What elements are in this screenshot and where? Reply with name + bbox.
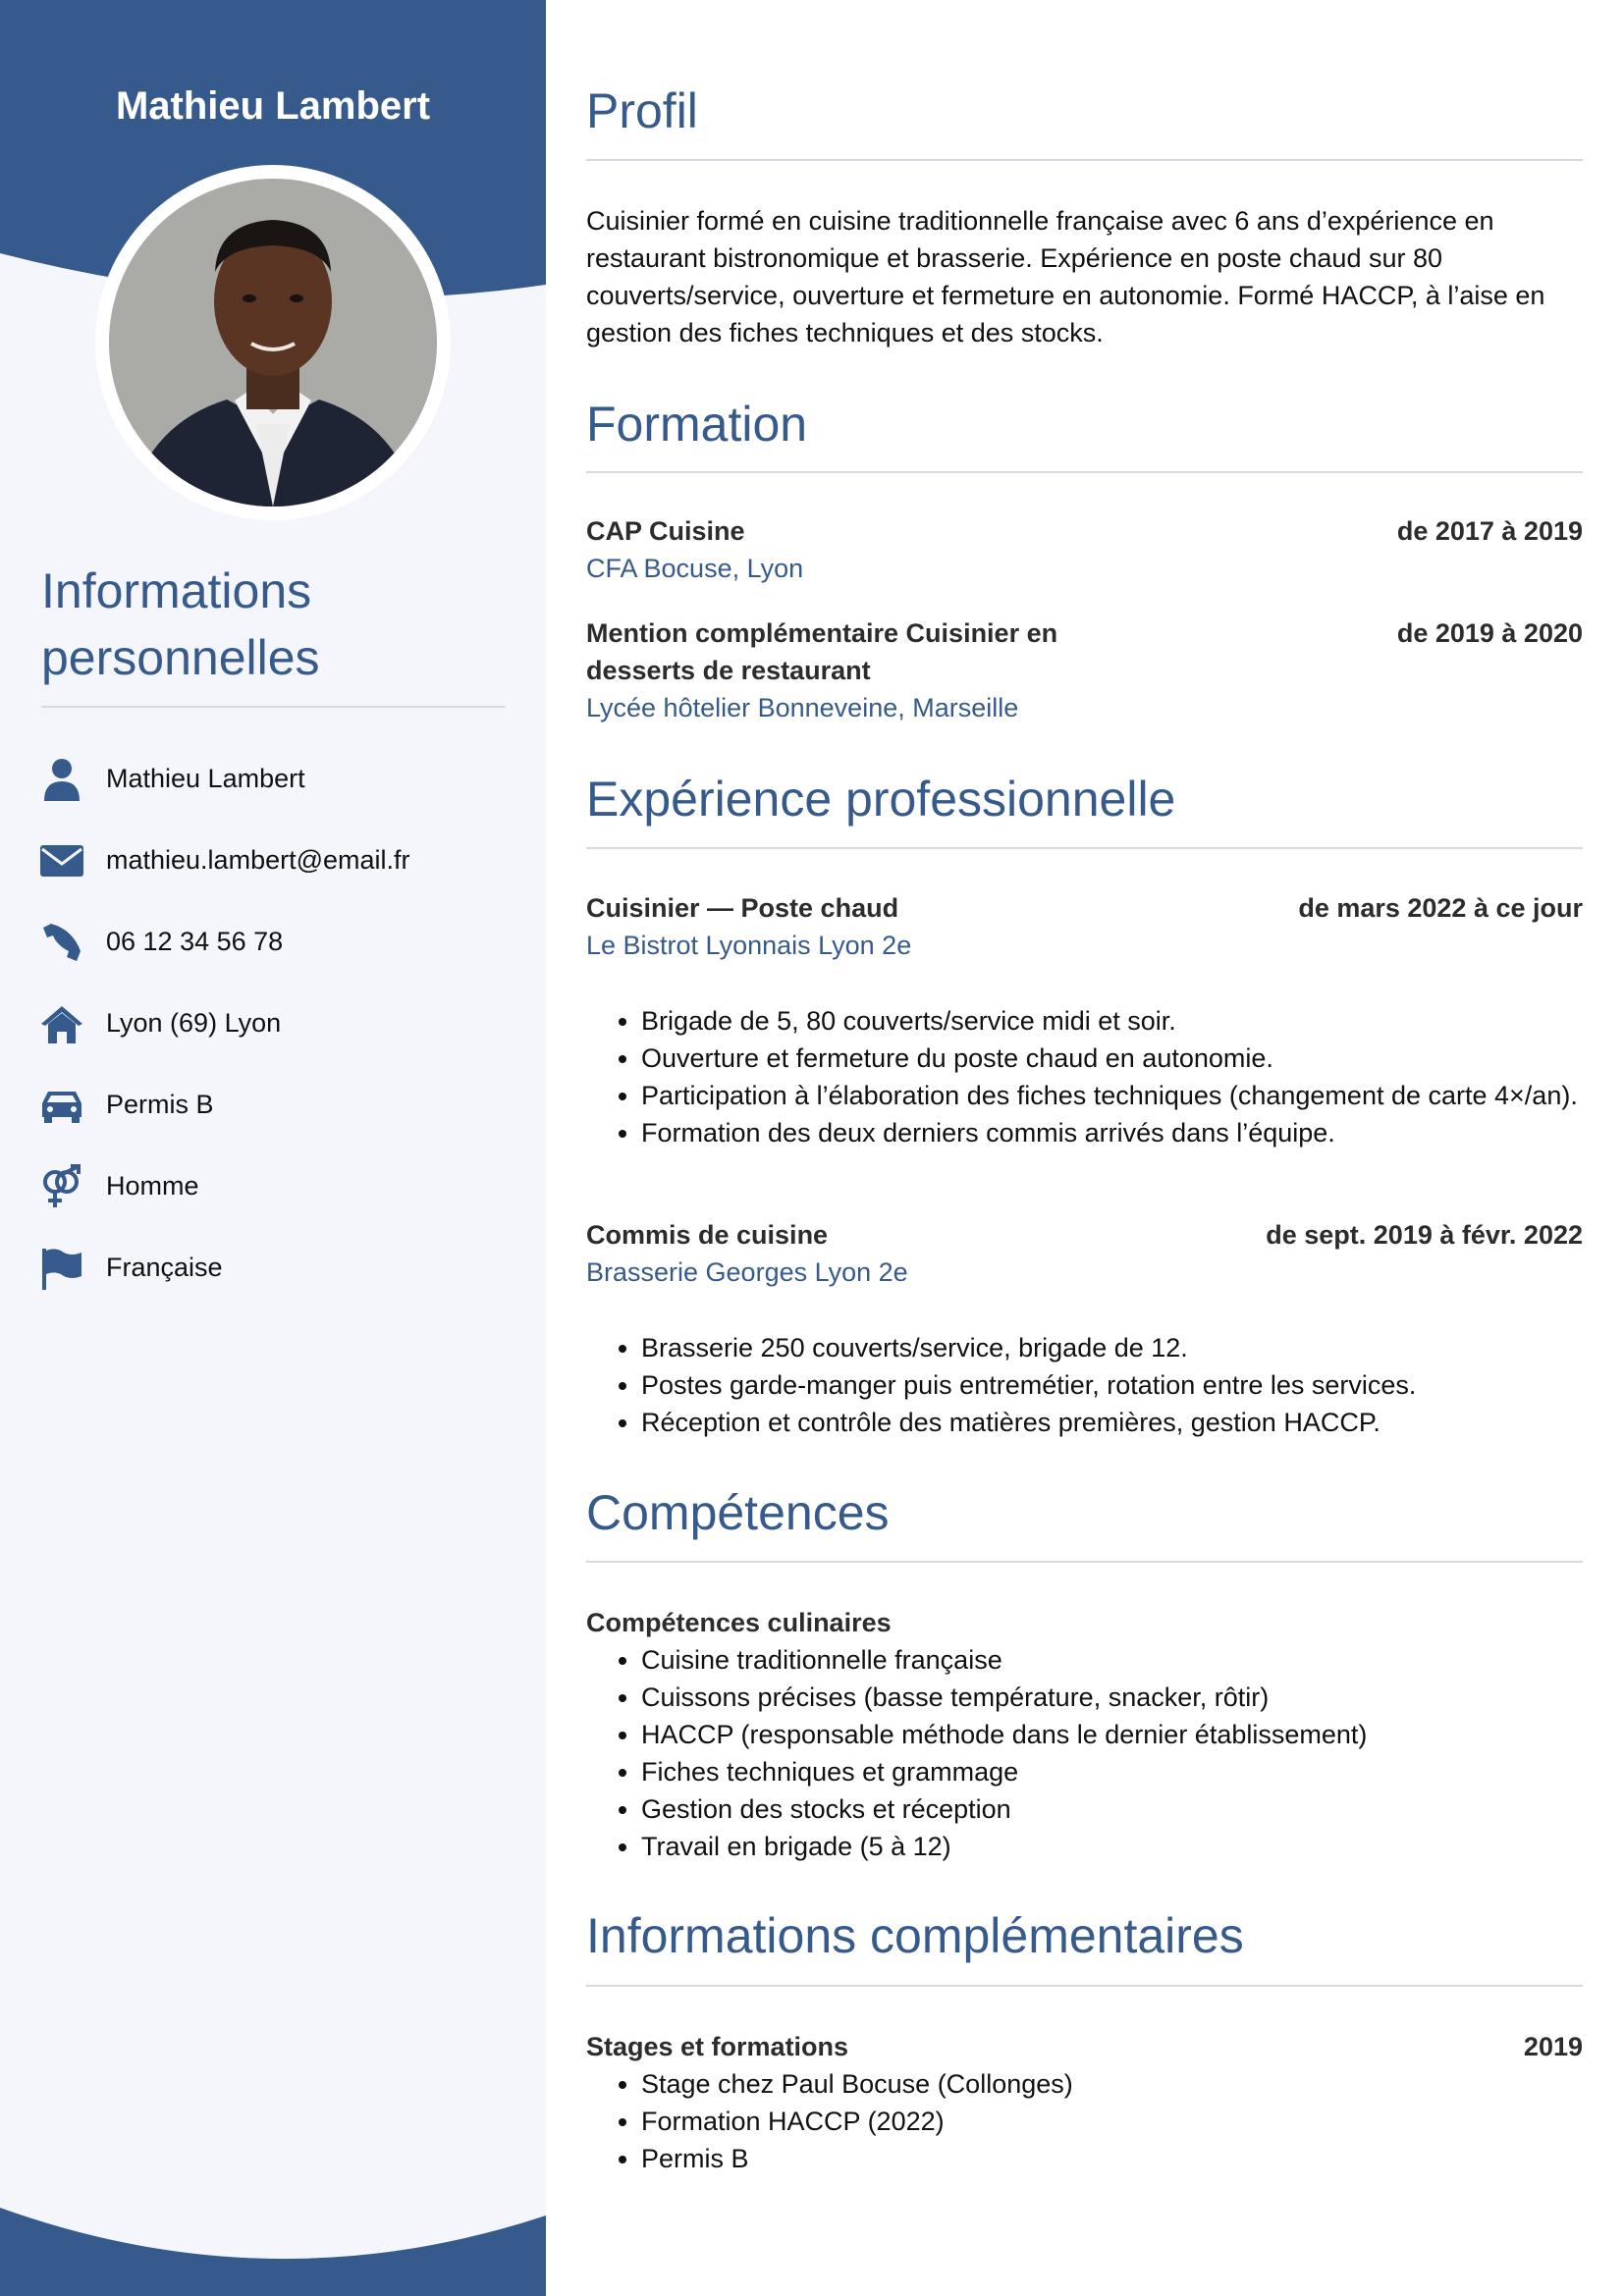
entry-institution: Lycée hôtelier Bonneveine, Marseille xyxy=(586,693,1019,722)
entry-title: Cuisinier — Poste chaud xyxy=(586,893,899,923)
skills-group xyxy=(586,1604,1583,1641)
entry-employer: Le Bistrot Lyonnais Lyon 2e xyxy=(586,931,912,960)
list-item: • Ouverture et fermeture du poste chaud en autonomie. xyxy=(641,1040,1624,1077)
profile-text: Cuisinier formé en cuisine traditionnelle française avec 6 ans d’expérience en restaurant bistronomique et brasserie. Expérience en poste chaud sur 80 couverts/service, ouverture et fermeture en autonomie. Formé HACCP, à l’aise en gestion des fiches techniques et des stocks. xyxy=(586,206,1545,347)
info-item-email xyxy=(39,820,530,901)
skills-list xyxy=(586,1641,1624,1865)
divider xyxy=(586,159,1583,161)
info-item-license xyxy=(39,1064,530,1146)
info-text: Française xyxy=(106,1253,223,1282)
divider xyxy=(586,847,1583,849)
info-text: Lyon (69) Lyon xyxy=(106,1008,282,1038)
envelope-icon xyxy=(39,838,84,883)
list-item: • Réception et contrôle des matières premières, gestion HACCP. xyxy=(641,1404,1624,1441)
formation-entry xyxy=(586,512,1583,587)
entry-date: 2019 xyxy=(1523,2032,1583,2061)
list-item: • Cuissons précises (basse température, snacker, rôtir) xyxy=(641,1679,1624,1716)
section-title-complementaires: Informations complémentaires xyxy=(586,1908,1244,1963)
list-item: • Postes garde-manger puis entremétier, rotation entre les services. xyxy=(641,1366,1624,1404)
skills-subtitle: Compétences culinaires xyxy=(586,1608,892,1637)
list-item: • Stage chez Paul Bocuse (Collonges) xyxy=(641,2065,1624,2103)
info-text: Homme xyxy=(106,1171,199,1201)
entry-date: de mars 2022 à ce jour xyxy=(1298,893,1583,923)
info-text: Mathieu Lambert xyxy=(106,764,305,793)
list-item: • Formation HACCP (2022) xyxy=(641,2103,1624,2140)
entry-date: de 2017 à 2019 xyxy=(1396,516,1583,546)
entry-institution: CFA Bocuse, Lyon xyxy=(586,554,804,583)
list-item: • HACCP (responsable méthode dans le dernier établissement) xyxy=(641,1716,1624,1753)
experience-bullets xyxy=(586,1329,1624,1441)
entry-date: de 2019 à 2020 xyxy=(1396,618,1583,648)
info-text: mathieu.lambert@email.fr xyxy=(106,845,410,875)
experience-bullets xyxy=(586,1002,1624,1151)
info-item-nationality xyxy=(39,1227,530,1308)
divider xyxy=(41,706,506,708)
list-item: • Cuisine traditionnelle française xyxy=(641,1641,1624,1679)
list-item: • Gestion des stocks et réception xyxy=(641,1790,1624,1828)
info-text: Permis B xyxy=(106,1090,214,1119)
gender-icon xyxy=(39,1164,84,1209)
personal-info-heading: Informations personnelles xyxy=(41,563,320,685)
list-item: • Travail en brigade (5 à 12) xyxy=(641,1828,1624,1865)
divider xyxy=(586,1561,1583,1563)
info-item-address xyxy=(39,983,530,1064)
divider xyxy=(586,1985,1583,1987)
personal-info-list xyxy=(39,738,530,1308)
section-title-experience: Expérience professionnelle xyxy=(586,772,1176,827)
list-item: • Formation des deux derniers commis arrivés dans l’équipe. xyxy=(641,1114,1624,1151)
list-item: • Fiches techniques et grammage xyxy=(641,1753,1624,1790)
sidebar-name: Mathieu Lambert xyxy=(115,84,431,128)
flag-icon xyxy=(39,1246,84,1291)
phone-icon xyxy=(39,920,84,965)
experience-entry xyxy=(586,1216,1583,1291)
home-icon xyxy=(39,1001,84,1046)
list-item: • Brasserie 250 couverts/service, brigade de 12. xyxy=(641,1329,1624,1366)
entry-title: Commis de cuisine xyxy=(586,1220,829,1250)
entry-employer: Brasserie Georges Lyon 2e xyxy=(586,1257,908,1287)
car-icon xyxy=(39,1083,84,1128)
footer-wave-shape xyxy=(0,2208,546,2296)
list-item: • Permis B xyxy=(641,2140,1624,2177)
entry-date: de sept. 2019 à févr. 2022 xyxy=(1266,1220,1583,1250)
formation-entry xyxy=(586,614,1583,726)
info-item-phone xyxy=(39,901,530,983)
entry-title: CAP Cuisine xyxy=(586,516,745,546)
section-title-formation: Formation xyxy=(586,397,808,452)
entry-title: Mention complémentaire Cuisinier en desserts de restaurant xyxy=(586,618,1058,685)
list-item: • Brigade de 5, 80 couverts/service midi et soir. xyxy=(641,1002,1624,1040)
info-item-name xyxy=(39,738,530,820)
section-title-profil: Profil xyxy=(586,83,698,138)
divider xyxy=(586,471,1583,473)
section-title-competences: Compétences xyxy=(586,1485,890,1540)
extra-group xyxy=(586,2028,1583,2065)
info-text: 06 12 34 56 78 xyxy=(106,927,284,956)
portrait-illustration xyxy=(109,179,437,507)
sidebar xyxy=(0,0,546,2296)
user-icon xyxy=(39,757,84,802)
experience-entry xyxy=(586,889,1583,964)
extra-list xyxy=(586,2065,1624,2177)
extra-subtitle: Stages et formations xyxy=(586,2032,849,2061)
info-item-gender xyxy=(39,1146,530,1227)
list-item: • Participation à l’élaboration des fiches techniques (changement de carte 4×/an). xyxy=(641,1077,1624,1114)
avatar xyxy=(95,165,451,520)
avatar-image xyxy=(109,179,437,507)
